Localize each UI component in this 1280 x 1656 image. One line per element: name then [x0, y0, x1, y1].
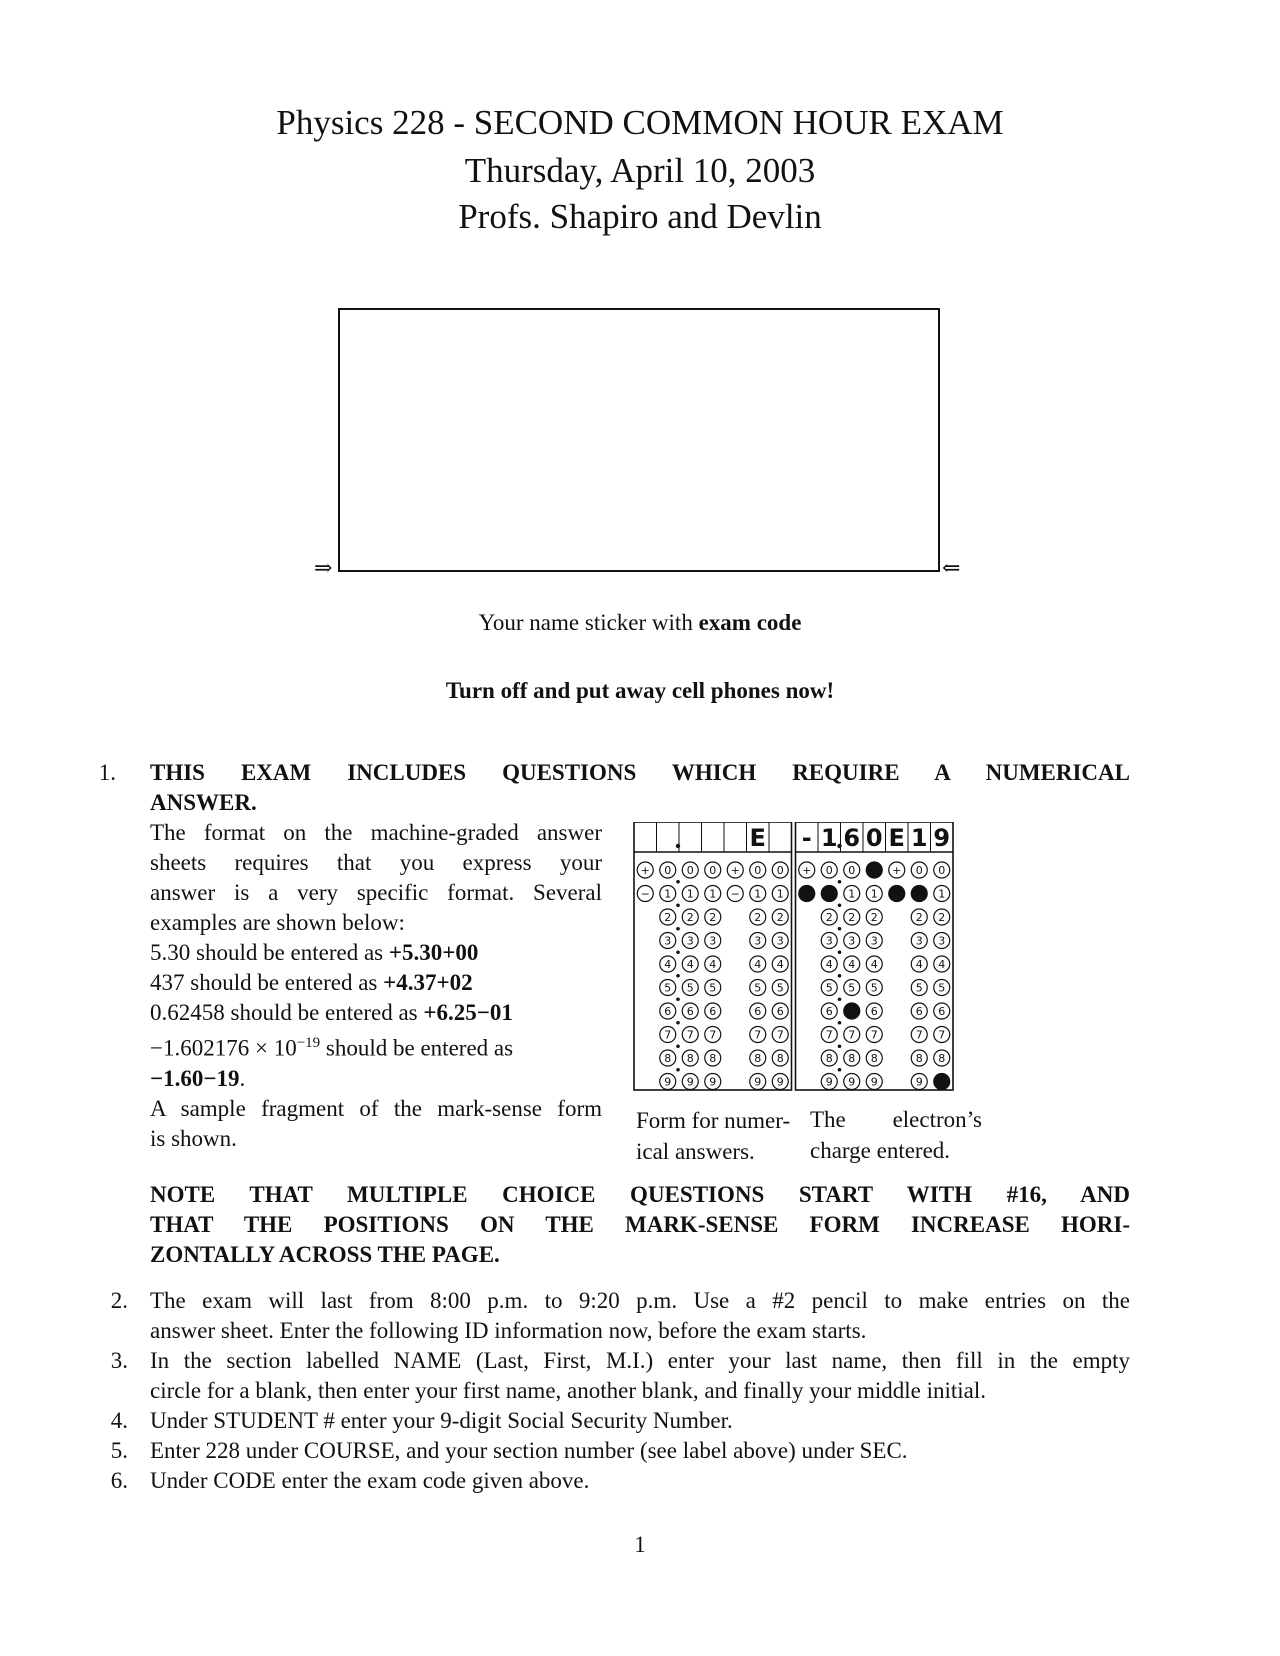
caption-left-line: Form for numer- [636, 1108, 791, 1133]
bubble-label: 8 [825, 1052, 833, 1065]
decimal-dot [838, 880, 842, 884]
bubble-label: 7 [870, 1028, 878, 1042]
bubble-label: 1 [686, 887, 694, 901]
bubble-label: − [640, 887, 650, 901]
header-cell-char: - [801, 824, 812, 852]
decimal-dot [676, 950, 680, 954]
para-line: answer is a very specific format. Several [150, 880, 602, 905]
bubble-label: + [640, 864, 650, 877]
bubble-label: 6 [664, 1005, 672, 1018]
bubble-label: 4 [870, 958, 878, 971]
bubble-label: 8 [848, 1052, 856, 1065]
bubble-label: 5 [709, 981, 717, 995]
decimal-dot [838, 1021, 842, 1025]
instruction-line: The exam will last from 8:00 p.m. to 9:20 p.m. Use a #2 pencil to make entries on the [150, 1288, 1130, 1313]
bubble-label: 5 [870, 981, 878, 995]
bubble-label: 5 [686, 981, 694, 995]
bubble-label: 0 [938, 864, 946, 877]
bubble-label: 4 [915, 958, 923, 971]
bubble-label: 1 [709, 887, 717, 901]
bubble-label: 6 [754, 1005, 762, 1018]
bubble-label: + [730, 864, 740, 877]
note-line: NOTE THAT MULTIPLE CHOICE QUESTIONS START WITH #16, AND [150, 1182, 1130, 1207]
filled-bubble [934, 1074, 950, 1090]
bubble-label: 7 [848, 1028, 856, 1042]
multiple-choice-note [150, 1180, 1130, 1270]
bubble-label: − [730, 887, 740, 901]
bubble-label: 7 [825, 1028, 833, 1042]
cell-phone-warning: Turn off and put away cell phones now! [445, 678, 835, 703]
item1-heading-line2: ANSWER. [150, 790, 257, 815]
item-number: 3. [110, 1348, 128, 1373]
decimal-dot [676, 1021, 680, 1025]
para-line: sheets requires that you express your [150, 850, 602, 875]
bubble-label: 3 [825, 934, 833, 948]
bubble-label: 8 [776, 1052, 784, 1065]
bubble-label: 3 [686, 934, 694, 948]
bubble-label: 0 [825, 864, 833, 877]
decimal-dot [676, 880, 680, 884]
exam-profs: Profs. Shapiro and Devlin [458, 197, 822, 236]
item-number: 5. [110, 1438, 128, 1463]
item-number: 6. [110, 1468, 128, 1493]
header-cell-char: 0 [865, 824, 883, 852]
caption-right [810, 1104, 982, 1166]
bubble-label: 1 [938, 887, 946, 901]
bubble-label: 9 [848, 1075, 856, 1089]
exam-title: Physics 228 - SECOND COMMON HOUR EXAM [276, 103, 1004, 142]
header-cell-char: E [749, 824, 766, 852]
bubble-label: 4 [938, 958, 946, 971]
decimal-dot [838, 950, 842, 954]
bubble-label: 5 [664, 981, 672, 995]
decimal-dot [676, 1068, 680, 1072]
bubble-label: 6 [938, 1005, 946, 1018]
decimal-dot [676, 974, 680, 978]
bubble-label: 9 [915, 1075, 923, 1089]
instruction-line: Under CODE enter the exam code given above. [150, 1468, 590, 1493]
bubble-label: 7 [664, 1028, 672, 1042]
bubble-label: 2 [776, 911, 784, 924]
example-line [150, 968, 602, 998]
bubble-label: 8 [709, 1052, 717, 1065]
header-cell-char: E [888, 824, 905, 852]
mark-form-blank [634, 822, 792, 1090]
instruction-item [150, 1346, 1130, 1406]
decimal-dot [676, 1044, 680, 1048]
bubble-label: 6 [870, 1005, 878, 1018]
bubble-label: 0 [848, 864, 856, 877]
decimal-dot [838, 974, 842, 978]
bubble-label: 4 [709, 958, 717, 971]
header-cell-char: 9 [933, 824, 951, 852]
bubble-label: 3 [709, 934, 717, 948]
bubble-label: 8 [915, 1052, 923, 1065]
example-line [150, 1064, 602, 1094]
example-line [150, 1028, 602, 1064]
filled-bubble [844, 1003, 860, 1019]
right-arrow-icon: ⇒ [314, 555, 333, 580]
filled-bubble [866, 862, 882, 878]
bubble-label: 5 [825, 981, 833, 995]
bubble-label: 1 [870, 887, 878, 901]
caption-right-line: charge entered. [810, 1138, 951, 1163]
example-prefix: −1.602176 × 10 [150, 1035, 297, 1061]
example-period: . [239, 1065, 246, 1091]
bubble-label: 3 [776, 934, 784, 948]
bubble-label: 2 [915, 911, 923, 924]
para-line: examples are shown below: [150, 910, 405, 935]
example-value: +5.30+00 [388, 940, 479, 965]
bubble-label: 4 [776, 958, 784, 971]
sticker-caption-prefix: Your name sticker with [478, 610, 699, 635]
bubble-label: 9 [664, 1075, 672, 1089]
decimal-dot [838, 927, 842, 931]
item-number: 1. [98, 760, 116, 785]
bubble-label: 7 [938, 1028, 946, 1042]
bubble-label: 8 [686, 1052, 694, 1065]
bubble-label: 7 [754, 1028, 762, 1042]
bubble-label: 9 [709, 1075, 717, 1089]
bubble-label: 3 [915, 934, 923, 948]
bubble-label: 3 [848, 934, 856, 948]
caption-right-line: The electron’s [810, 1107, 982, 1132]
exam-date: Thursday, April 10, 2003 [464, 151, 816, 190]
instruction-line: In the section labelled NAME (Last, First, M.I.) enter your last name, then fill in the empty [150, 1348, 1130, 1373]
example-line [150, 938, 602, 968]
bubble-label: 8 [754, 1052, 762, 1065]
decimal-point [837, 844, 841, 848]
bubble-label: 4 [686, 958, 694, 971]
bubble-label: 7 [709, 1028, 717, 1042]
example-prefix: 5.30 should be entered as [150, 940, 389, 965]
example-value: +4.37+02 [383, 970, 473, 995]
bubble-label: 6 [686, 1005, 694, 1018]
bubble-label: + [892, 864, 902, 877]
instruction-line: answer sheet. Enter the following ID information now, before the exam starts. [150, 1318, 867, 1343]
instruction-line: circle for a blank, then enter your first name, another blank, and finally your middle initial. [150, 1378, 987, 1403]
filled-bubble [799, 886, 815, 902]
example-prefix: 437 should be entered as [150, 970, 384, 995]
instruction-item [150, 1286, 1130, 1346]
bubble-label: 9 [825, 1075, 833, 1089]
sample-line: is shown. [150, 1125, 237, 1151]
bubble-label: 2 [686, 911, 694, 924]
bubble-label: + [802, 864, 812, 877]
mark-form-electron-charge [796, 822, 954, 1090]
bubble-label: 4 [825, 958, 833, 971]
instruction-item [150, 1406, 1130, 1436]
bubble-label: 5 [938, 981, 946, 995]
item-number: 2. [110, 1288, 128, 1313]
decimal-dot [838, 1068, 842, 1072]
filled-bubble [821, 886, 837, 902]
bubble-label: 3 [938, 934, 946, 948]
bubble-label: 4 [664, 958, 672, 971]
bubble-label: 2 [754, 911, 762, 924]
sample-line: A sample fragment of the mark-sense form [150, 1095, 602, 1121]
bubble-label: 3 [754, 934, 762, 948]
bubble-label: 5 [915, 981, 923, 995]
bubble-label: 7 [776, 1028, 784, 1042]
filled-bubble [911, 886, 927, 902]
bubble-label: 5 [776, 981, 784, 995]
filled-bubble [889, 886, 905, 902]
bubble-label: 1 [848, 887, 856, 901]
bubble-label: 9 [686, 1075, 694, 1089]
decimal-dot [838, 1044, 842, 1048]
bubble-label: 9 [754, 1075, 762, 1089]
example-value: −1.60−19 [150, 1065, 240, 1091]
bubble-label: 9 [776, 1075, 784, 1089]
example-value: +6.25−01 [423, 1000, 513, 1025]
bubble-label: 0 [686, 864, 694, 877]
example-prefix: 0.62458 should be entered as [150, 1000, 424, 1025]
bubble-label: 6 [825, 1005, 833, 1018]
bubble-label: 5 [754, 981, 762, 995]
bubble-label: 2 [938, 911, 946, 924]
item1-heading-line1: THIS EXAM INCLUDES QUESTIONS WHICH REQUIRE A NUMERICAL [150, 760, 1130, 785]
bubble-label: 1 [754, 887, 762, 901]
bubble-label: 6 [709, 1005, 717, 1018]
example-exponent: −19 [296, 1035, 321, 1051]
decimal-dot [676, 927, 680, 931]
bubble-label: 1 [664, 887, 672, 901]
bubble-label: 0 [776, 864, 784, 877]
bubble-label: 0 [709, 864, 717, 877]
instruction-item [150, 1466, 1130, 1496]
bubble-label: 7 [686, 1028, 694, 1042]
instruction-item [150, 1436, 1130, 1466]
bubble-label: 0 [664, 864, 672, 877]
decimal-dot [676, 903, 680, 907]
bubble-label: 2 [664, 911, 672, 924]
decimal-point [676, 844, 680, 848]
para-line: The format on the machine-graded answer [150, 820, 602, 845]
example-suffix: should be entered as [320, 1035, 514, 1061]
header-cell-char: 1 [820, 824, 838, 852]
sticker-caption [0, 608, 1280, 638]
header-cell-char: 1 [910, 824, 928, 852]
bubble-label: 4 [754, 958, 762, 971]
bubble-label: 4 [848, 958, 856, 971]
item-number: 4. [110, 1408, 128, 1433]
decimal-dot [838, 903, 842, 907]
bubble-label: 5 [848, 981, 856, 995]
instruction-line: Enter 228 under COURSE, and your section number (see label above) under SEC. [150, 1438, 908, 1463]
page-number: 1 [634, 1532, 646, 1557]
bubble-label: 2 [848, 911, 856, 924]
bubble-label: 8 [870, 1052, 878, 1065]
caption-left-line: ical answers. [636, 1139, 755, 1164]
bubble-label: 6 [915, 1005, 923, 1018]
example-line [150, 998, 602, 1028]
decimal-dot [838, 997, 842, 1001]
bubble-label: 3 [870, 934, 878, 948]
left-arrow-icon: ⇐ [942, 555, 961, 580]
bubble-label: 7 [915, 1028, 923, 1042]
sticker-caption-bold: exam code [698, 610, 802, 635]
item1-paragraph [150, 818, 602, 1154]
caption-left [636, 1105, 790, 1167]
bubble-label: 1 [776, 887, 784, 901]
bubble-label: 2 [709, 911, 717, 924]
instruction-line: Under STUDENT # enter your 9-digit Social Security Number. [150, 1408, 733, 1433]
decimal-dot [676, 997, 680, 1001]
note-line: THAT THE POSITIONS ON THE MARK-SENSE FORM INCREASE HORI- [150, 1212, 1130, 1237]
bubble-label: 3 [664, 934, 672, 948]
note-line: ZONTALLY ACROSS THE PAGE. [150, 1242, 500, 1267]
bubble-label: 2 [870, 911, 878, 924]
name-sticker-box [338, 308, 940, 572]
bubble-label: 8 [664, 1052, 672, 1065]
mark-sense-form [630, 822, 980, 1092]
header-cell-char: 6 [843, 824, 861, 852]
bubble-label: 0 [754, 864, 762, 877]
bubble-label: 0 [915, 864, 923, 877]
bubble-label: 2 [825, 911, 833, 924]
bubble-label: 6 [776, 1005, 784, 1018]
bubble-label: 8 [938, 1052, 946, 1065]
bubble-label: 9 [870, 1075, 878, 1089]
